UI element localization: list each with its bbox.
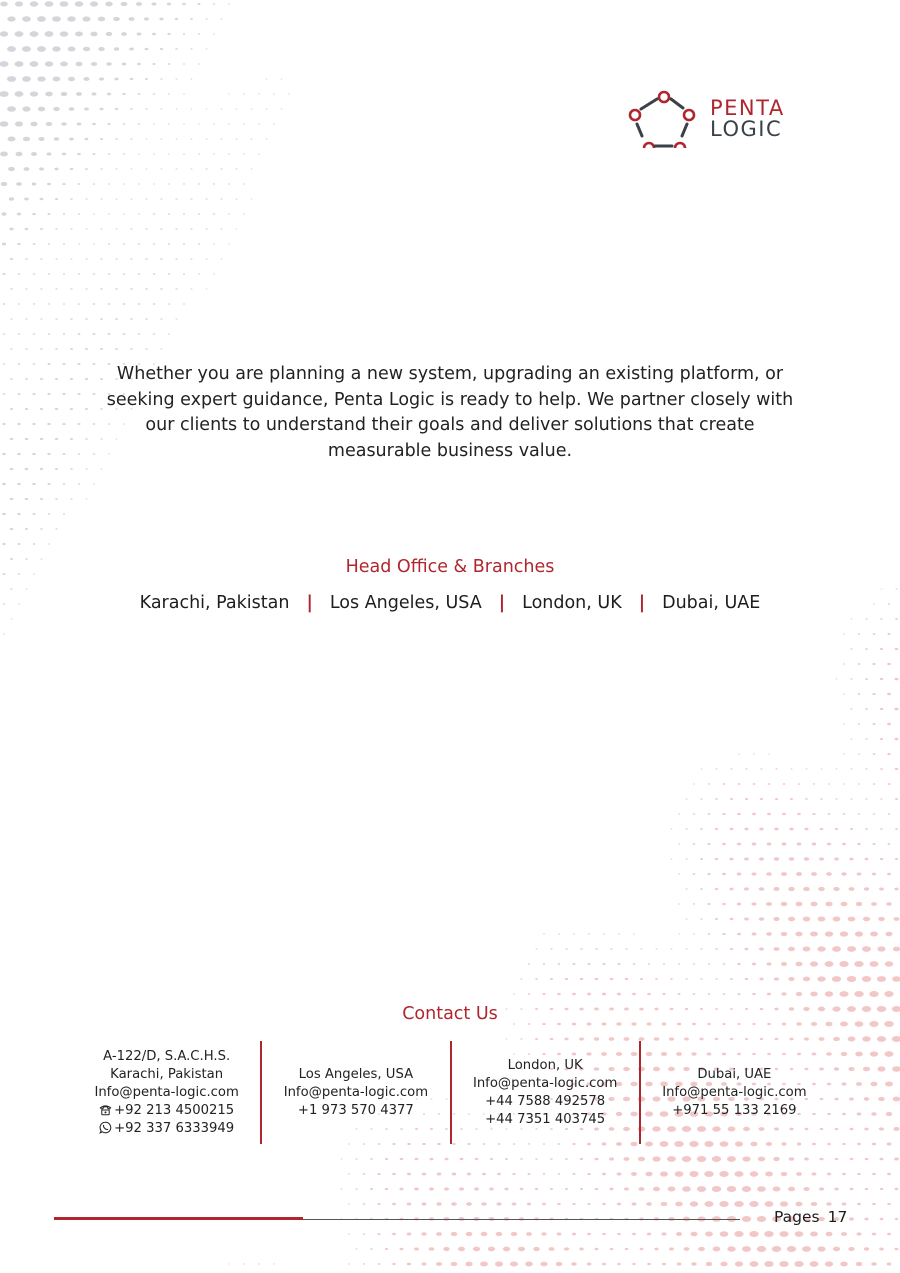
logo-text-logic: LOGIC — [710, 117, 783, 141]
intro-paragraph: Whether you are planning a new system, upgrading an existing platform, or seeking expert guidance, Penta Logic is ready to help. We partner closely with our clients to understand their goals and deliver solutions that create measurable business value. — [106, 364, 794, 461]
page-number: 17 — [827, 1208, 848, 1226]
dubai-email[interactable]: Info@penta-logic.com — [662, 1084, 807, 1100]
karachi-phone-row — [99, 1102, 234, 1120]
karachi-whatsapp-row — [99, 1120, 234, 1138]
branch-list — [0, 593, 900, 613]
footer-accent-rule — [54, 1217, 303, 1220]
london-email[interactable]: Info@penta-logic.com — [472, 1075, 618, 1091]
branch-separator: | — [306, 593, 313, 613]
contact-dubai — [639, 1041, 828, 1144]
los-angeles-city: Los Angeles, USA — [298, 1066, 414, 1082]
dubai-phone[interactable]: +971 55 133 2169 — [672, 1102, 797, 1118]
branch-karachi: Karachi, Pakistan — [139, 593, 290, 613]
pentagon-logo-icon — [622, 86, 702, 154]
whatsapp-icon — [99, 1121, 112, 1134]
contact-karachi — [73, 1041, 260, 1144]
london-phone-2[interactable]: +44 7351 403745 — [485, 1111, 606, 1127]
karachi-phone[interactable]: +92 213 4500215 — [114, 1102, 235, 1118]
branch-separator: | — [638, 593, 646, 613]
karachi-email[interactable]: Info@penta-logic.com — [94, 1084, 239, 1100]
karachi-city: Karachi, Pakistan — [110, 1066, 224, 1082]
branch-los-angeles: Los Angeles, USA — [329, 593, 482, 613]
page-label: Pages — [774, 1208, 820, 1226]
contact-london — [450, 1041, 639, 1144]
contact-los-angeles — [260, 1041, 449, 1144]
los-angeles-email[interactable]: Info@penta-logic.com — [283, 1084, 429, 1100]
contact-heading: Contact Us — [402, 1004, 498, 1024]
london-city: London, UK — [507, 1057, 583, 1073]
los-angeles-phone[interactable]: +1 973 570 4377 — [297, 1102, 414, 1118]
offices-heading: Head Office & Branches — [345, 557, 555, 577]
telephone-icon — [99, 1103, 112, 1116]
logo-wordmark — [710, 98, 785, 140]
logo-text-penta: PENTA — [710, 96, 785, 120]
london-phone-1[interactable]: +44 7588 492578 — [485, 1093, 606, 1109]
contact-columns — [73, 1041, 828, 1144]
branch-dubai: Dubai, UAE — [662, 593, 761, 613]
karachi-address: A-122/D, S.A.C.H.S. — [103, 1048, 231, 1064]
branch-london: London, UK — [522, 593, 622, 613]
karachi-whatsapp[interactable]: +92 337 6333949 — [114, 1120, 235, 1136]
page-indicator — [774, 1208, 847, 1226]
dubai-city: Dubai, UAE — [697, 1066, 772, 1082]
branch-separator: | — [498, 593, 506, 613]
penta-logic-logo — [622, 86, 814, 154]
